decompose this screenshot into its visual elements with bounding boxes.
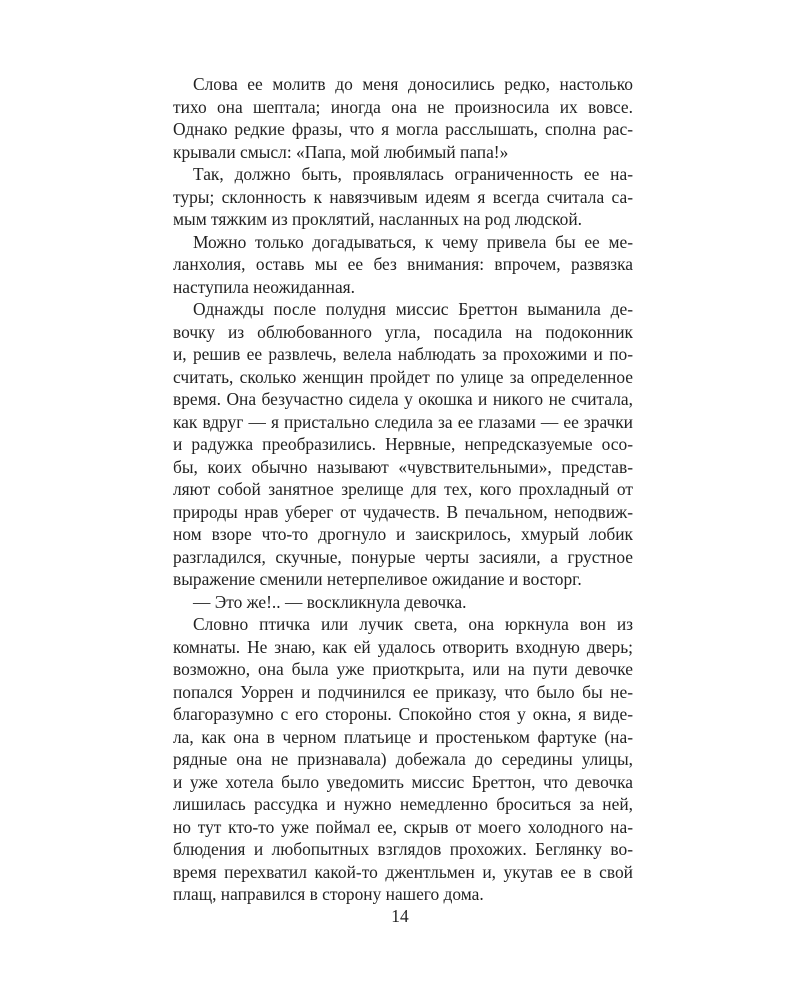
- text-line: считать, сколько женщин пройдет по улице за определенное: [173, 366, 633, 387]
- text-line: Однако редкие фразы, что я могла расслышать, сполна рас-: [173, 119, 633, 139]
- paragraph-4: [173, 298, 633, 591]
- text-line: и радужка преобразились. Нервные, непредсказуемые осо-: [173, 434, 633, 454]
- text-line: и, решив ее развлечь, велела наблюдать за прохожими и по-: [173, 344, 633, 364]
- text-line: выражение сменили нетерпеливое ожидание и восторг.: [173, 569, 582, 589]
- text-line: лишилась рассудка и нужно немедленно броситься за ней,: [173, 794, 633, 814]
- page-number: 14: [391, 906, 409, 926]
- paragraph-3: [173, 231, 633, 299]
- text-line: как вдруг — я пристально следила за ее глазами — ее зрачки: [173, 411, 633, 432]
- text-line: и уже хотела было уведомить миссис Бреттон, что девочка: [173, 771, 633, 792]
- text-line: бы, коих обычно называют «чувствительными», представ-: [173, 456, 633, 477]
- paragraph-2: [173, 163, 633, 231]
- text-line: Однажды после полудня миссис Бреттон выманила де-: [193, 299, 633, 319]
- text-line: комнаты. Не знаю, как ей удалось отворить входную дверь;: [173, 636, 633, 657]
- paragraph-6: [173, 613, 633, 906]
- text-line: Можно только догадываться, к чему привела бы ее ме-: [193, 231, 633, 252]
- text-line: Словно птичка или лучик света, она юркнула вон из: [193, 614, 633, 634]
- paragraph-1: [173, 73, 633, 163]
- text-line: природы нрав уберег от чудачеств. В печальном, неподвиж-: [173, 501, 633, 522]
- text-line: тихо она шептала; иногда она не произносила их вовсе.: [173, 96, 633, 117]
- text-line: наступила неожиданная.: [173, 276, 356, 297]
- text-line: но тут кто-то уже поймал ее, скрыв от моего холодного на-: [173, 816, 633, 837]
- text-line: время перехватил какой-то джентльмен и, укутав ее в свой: [173, 861, 633, 882]
- page-body: [173, 73, 633, 906]
- text-line: туры; склонность к навязчивым идеям я всегда считала са-: [173, 186, 633, 207]
- text-line: Так, должно быть, проявлялась ограниченность ее на-: [193, 164, 633, 184]
- text-line: плащ, направился в сторону нашего дома.: [173, 884, 484, 904]
- text-line: рядные она не признавала) добежала до середины улицы,: [173, 749, 633, 769]
- text-line: вочку из облюбованного угла, посадила на подоконник: [173, 321, 633, 342]
- text-line: ла, как она в черном платьице и простеньком фартуке (на-: [173, 726, 633, 747]
- text-line: разгладился, скучные, понурые черты засияли, а грустное: [173, 546, 633, 567]
- text-line: благоразумно с его стороны. Спокойно стоя у окна, я виде-: [173, 704, 633, 724]
- text-line: ланхолия, оставь мы ее без внимания: впрочем, развязка: [173, 254, 633, 274]
- text-line: попался Уоррен и подчинился ее приказу, что было бы не-: [173, 681, 633, 702]
- text-line: — Это же!.. — воскликнула девочка.: [193, 591, 467, 612]
- text-line: крывали смысл: «Папа, мой любимый папа!»: [173, 141, 509, 162]
- text-line: возможно, она была уже приоткрыта, или на пути девочке: [173, 659, 633, 679]
- text-line: мым тяжким из проклятий, насланных на род людской.: [173, 209, 583, 229]
- text-line: ляют собой занятное зрелище для тех, кого прохладный от: [173, 479, 633, 499]
- text-line: Слова ее молитв до меня доносились редко, настолько: [193, 74, 633, 94]
- text-line: время. Она безучастно сидела у окошка и никого не считала,: [173, 389, 633, 409]
- text-line: блюдения и любопытных взглядов прохожих. Беглянку во-: [173, 839, 633, 859]
- text-line: ном взоре что-то дрогнуло и заискрилось, хмурый лобик: [173, 524, 633, 544]
- paragraph-5-dialogue: [173, 591, 633, 614]
